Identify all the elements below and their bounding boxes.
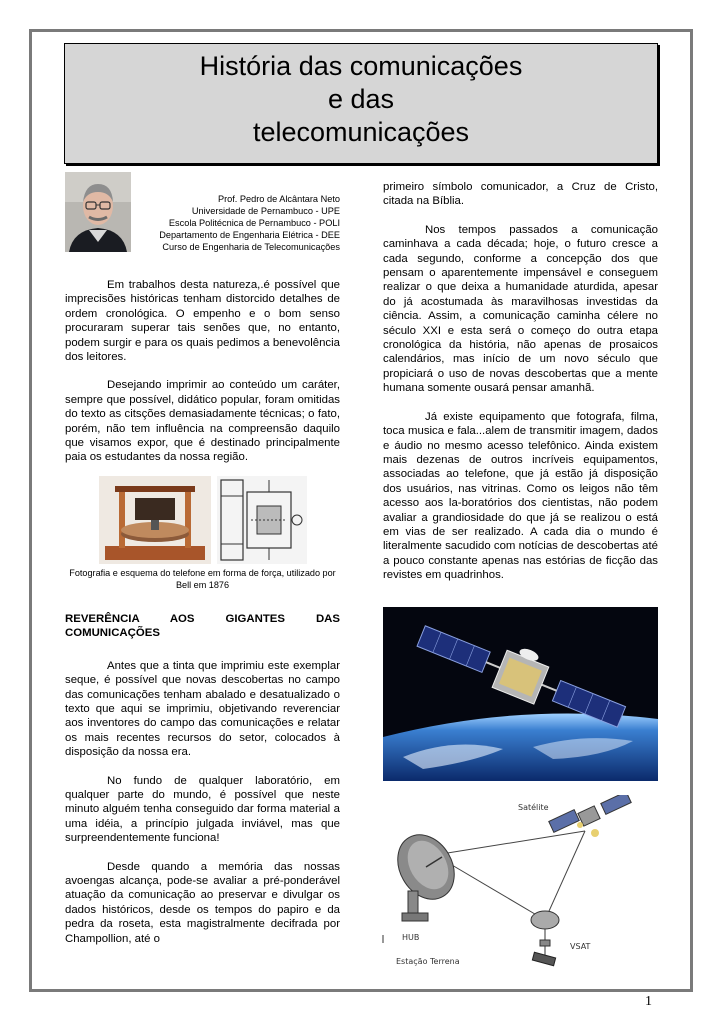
figure-caption: Fotografia e esquema do telefone em forma de força, utilizado por Bell em 1876 [69, 567, 336, 590]
hub-dish-icon [386, 825, 465, 921]
author-course: Curso de Engenharia de Telecomunicações [162, 242, 340, 252]
vsat-label: VSAT [570, 942, 591, 951]
author-portrait-image [65, 172, 131, 252]
author-department: Departamento de Engenharia Elétrica - DEE [159, 230, 340, 240]
author-school: Escola Politécnica de Pernambuco - POLI [168, 218, 340, 228]
page-title [65, 44, 657, 149]
hub-label: HUB [402, 933, 420, 942]
satellite-network-diagram [380, 795, 660, 975]
section-title: REVERÊNCIA AOS GIGANTES DAS [65, 612, 340, 625]
vsat-dish-icon [531, 911, 559, 966]
author-block [65, 172, 340, 254]
title-line-3: telecomunicações [252, 117, 470, 147]
paragraph: Antes que a tinta que imprimiu este exemplar seque, é possível que novas descobertas no campo das comunicações tenham abalado e desatualizado o texto que aqui se imprimiu, objetivando reverenciar aos inventores do campo das comunicações e relatar os mais recentes recursos do setor, colocados à disposição da nossa era. [65, 659, 340, 759]
page-number: 1 [645, 994, 652, 1009]
earth-station-label: Estação Terrena [396, 957, 460, 966]
paragraph: Em trabalhos desta natureza,.é possível que imprecisões históricas tenham distorcido detalhes de ordem cronológica. O empenho e o bom senso procuraram superar tais senões que, no entanto, podem surgir e para os quais pedimos a benevolência dos leitores. [65, 279, 340, 364]
paragraph: Nos tempos passados a comunicação caminhava a cada década; hoje, o futuro cresce a cada segundo, conforme a concepção dos que pensam o aparentemente impensável e conseguem realizar o que deixa a humanidade aturdida, apesar do já acostumada às maravilhosas investidas da ciência. Assim, a comunicação caminha célere no século XXI e esta será o começo do outra etapa cronológica da história, não apenas de prosaicos calendários, mas início de um novo século que propiciará o uso de novas descobertas que a mente humana somente ousará pensar amanhã. [383, 223, 658, 395]
right-column [383, 180, 658, 583]
satellite-icon [549, 795, 631, 837]
telephone-schematic-image [217, 476, 307, 564]
satellite-label: Satélite [518, 803, 549, 812]
paragraph: Já existe equipamento que fotografa, filma, toca musica e fala...alem de transmitir imagem, dados e áudio no mesmo acesso telefônico. Ainda existem mais dezenas de outros incríveis equipamentos, associadas ao telefone, que já estão já disposição dos usuários, nas vitrinas. Como os leigos não têm acesso aos la-boratórios dos cientistas, não podem avaliar a grandiosidade do que já se realizou o está em vias de ser realizado. A cada dia o mundo é literalmente sacudido com notícias de descobertas até a pouco constante apenas nas estórias de ficção das revistes em quadrinhos. [383, 410, 658, 582]
author-university: Universidade de Pernambuco - UPE [191, 206, 340, 216]
left-column [65, 172, 340, 946]
title-box [64, 43, 658, 164]
title-line-2: e das [327, 84, 395, 114]
paragraph: No fundo de qualquer laboratório, em qualquer parte do mundo, é possível que neste minuto alguém tenha conseguido dar forma material a uma idéia, a princípio julgada inviável, mas que surpreendentemente funciona! [65, 774, 340, 845]
author-name: Prof. Pedro de Alcântara Neto [217, 194, 340, 204]
satellite-photo-image [383, 607, 658, 781]
title-line-1: História das comunicações [199, 51, 523, 81]
telephone-figure [99, 476, 340, 564]
section-title-continued: COMUNICAÇÕES [65, 627, 160, 640]
network-diagram-image [380, 795, 660, 975]
paragraph: Desde quando a memória das nossas avoengas alcança, pode-se avaliar a pré-ponderável atuação da comunicação ao preservar e divulgar os dados históricos, desde os tempos do papiro e da pedra da roseta, esta magistralmente decifrada por Champollion, até o [65, 860, 340, 945]
author-info [139, 172, 340, 254]
telephone-photo-image [99, 476, 211, 564]
paragraph: primeiro símbolo comunicador, a Cruz de Cristo, citada na Bíblia. [383, 181, 658, 208]
paragraph: Desejando imprimir ao conteúdo um caráter, sempre que possível, didático popular, foram omitidas do texto as citsções demasiadamente técnicas; o fato, porém, não tem influência na compreensão daquilo que visamos expor, que é destinado principalmente paia os estudantes da nossa região. [65, 379, 340, 464]
